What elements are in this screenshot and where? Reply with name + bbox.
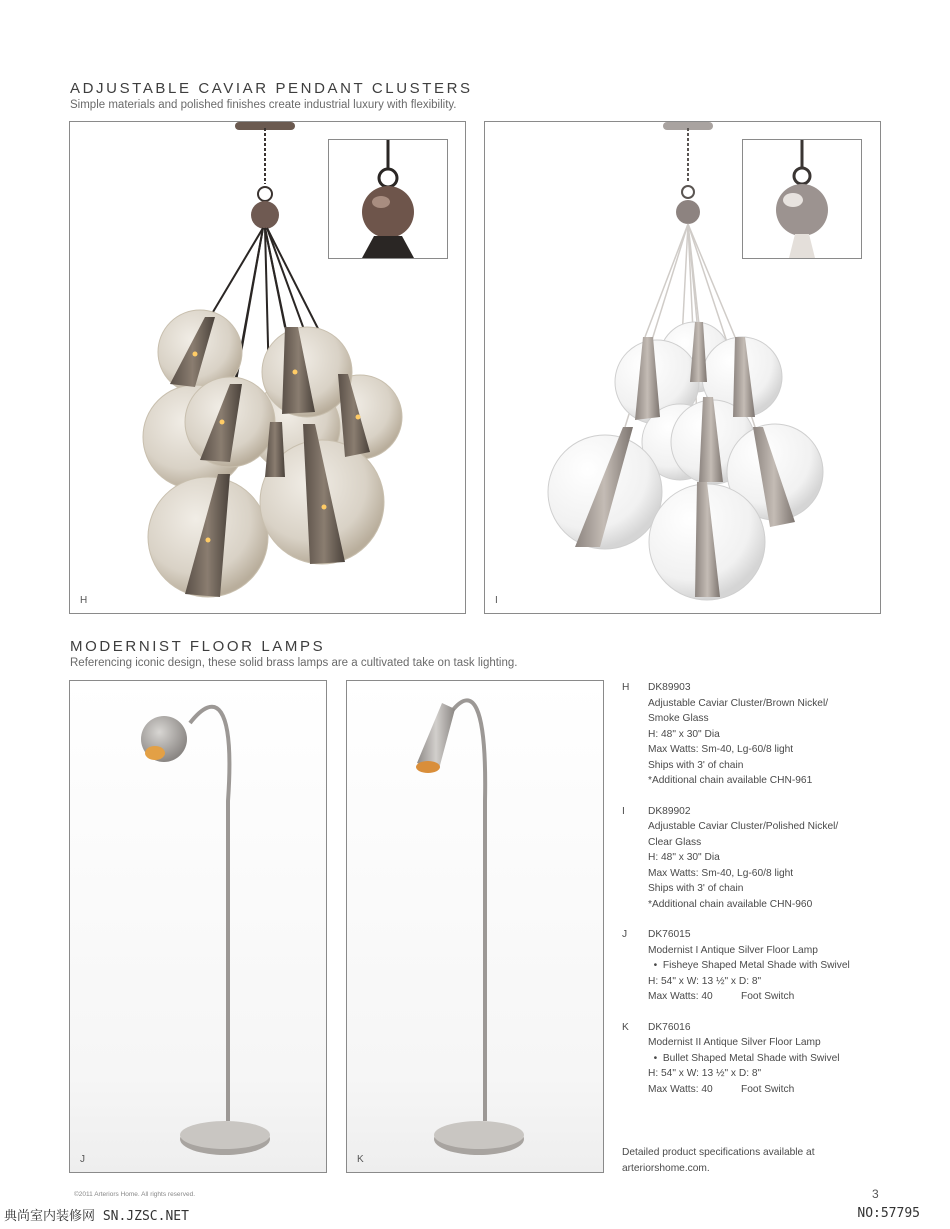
photo-letter-h: H [80, 595, 88, 606]
spec-letter: I [622, 805, 625, 817]
spec-wattage: Max Watts: 40 Foot Switch [648, 1083, 795, 1095]
watermark-site: 典尚室内装修网 SN.JZSC.NET [4, 1209, 189, 1224]
page-number: 3 [872, 1187, 879, 1201]
spec-additional-chain: *Additional chain available CHN-960 [648, 898, 813, 910]
spec-j [622, 927, 882, 1005]
section-subtitle-floor-lamps: Referencing iconic design, these solid brass lamps are a cultivated take on task lighting. [70, 657, 518, 669]
spec-feature: • Bullet Shaped Metal Shade with Swivel [648, 1052, 840, 1064]
photo-j-fisheye-floor-lamp [69, 680, 327, 1173]
spec-description: Modernist II Antique Silver Floor Lamp [648, 1037, 821, 1048]
spec-letter: J [622, 929, 628, 940]
copyright-notice: ©2011 Arteriors Home. All rights reserved. [74, 1191, 195, 1198]
spec-letter: H [622, 682, 630, 693]
spec-chain: Ships with 3' of chain [648, 883, 744, 894]
bullet-floor-lamp-illustration [347, 681, 604, 1173]
canopy-detail-illustration [329, 140, 447, 258]
spec-description: Adjustable Caviar Cluster/Polished Nickel/ [648, 821, 839, 832]
spec-feature: • Fisheye Shaped Metal Shade with Swivel [648, 960, 850, 971]
footnote-website-link[interactable]: arteriorshome.com. [622, 1162, 710, 1174]
spec-k [622, 1020, 882, 1098]
spec-sku: DK76016 [648, 1021, 691, 1033]
spec-description: Modernist I Antique Silver Floor Lamp [648, 944, 818, 956]
canopy-detail-illustration-i [743, 140, 861, 258]
spec-letter: K [622, 1021, 629, 1033]
spec-wattage: Max Watts: 40 Foot Switch [648, 991, 795, 1002]
spec-dimensions: H: 48" x 30" Dia [648, 728, 720, 740]
spec-sku: DK89902 [648, 805, 691, 817]
spec-description: Smoke Glass [648, 713, 709, 724]
inset-i-canopy-detail [742, 139, 862, 259]
product-specs [622, 680, 882, 1112]
spec-dimensions: H: 54" x W: 13 ½" x D: 8" [648, 1068, 762, 1079]
spec-h [622, 680, 882, 789]
inset-h-canopy-detail [328, 139, 448, 259]
spec-sku: DK76015 [648, 929, 691, 940]
spec-chain: Ships with 3' of chain [648, 759, 744, 771]
section-subtitle-pendants: Simple materials and polished finishes create industrial luxury with flexibility. [70, 99, 457, 111]
photo-k-bullet-floor-lamp [346, 680, 604, 1173]
watermark-number: NO:57795 [857, 1206, 920, 1221]
spec-description: Adjustable Caviar Cluster/Brown Nickel/ [648, 697, 829, 709]
spec-wattage: Max Watts: Sm-40, Lg-60/8 light [648, 744, 794, 755]
specs-footnote [622, 1145, 852, 1176]
photo-h-brown-nickel-cluster [69, 121, 466, 614]
spec-description: Clear Glass [648, 836, 702, 848]
spec-additional-chain: *Additional chain available CHN-961 [648, 775, 813, 786]
photo-letter-j: J [80, 1154, 85, 1165]
photo-i-polished-nickel-cluster [484, 121, 881, 614]
spec-wattage: Max Watts: Sm-40, Lg-60/8 light [648, 867, 794, 879]
footnote-line: Detailed product specifications available at [622, 1147, 815, 1158]
spec-dimensions: H: 48" x 30" Dia [648, 852, 720, 863]
photo-letter-i: I [495, 595, 498, 606]
spec-dimensions: H: 54" x W: 13 ½" x D: 8" [648, 975, 762, 987]
spec-sku: DK89903 [648, 682, 691, 693]
photo-letter-k: K [357, 1154, 364, 1165]
spec-i [622, 804, 882, 913]
section-title-floor-lamps: MODERNIST FLOOR LAMPS [70, 638, 326, 655]
fisheye-floor-lamp-illustration [70, 681, 327, 1173]
section-title-pendants: ADJUSTABLE CAVIAR PENDANT CLUSTERS [70, 80, 473, 97]
